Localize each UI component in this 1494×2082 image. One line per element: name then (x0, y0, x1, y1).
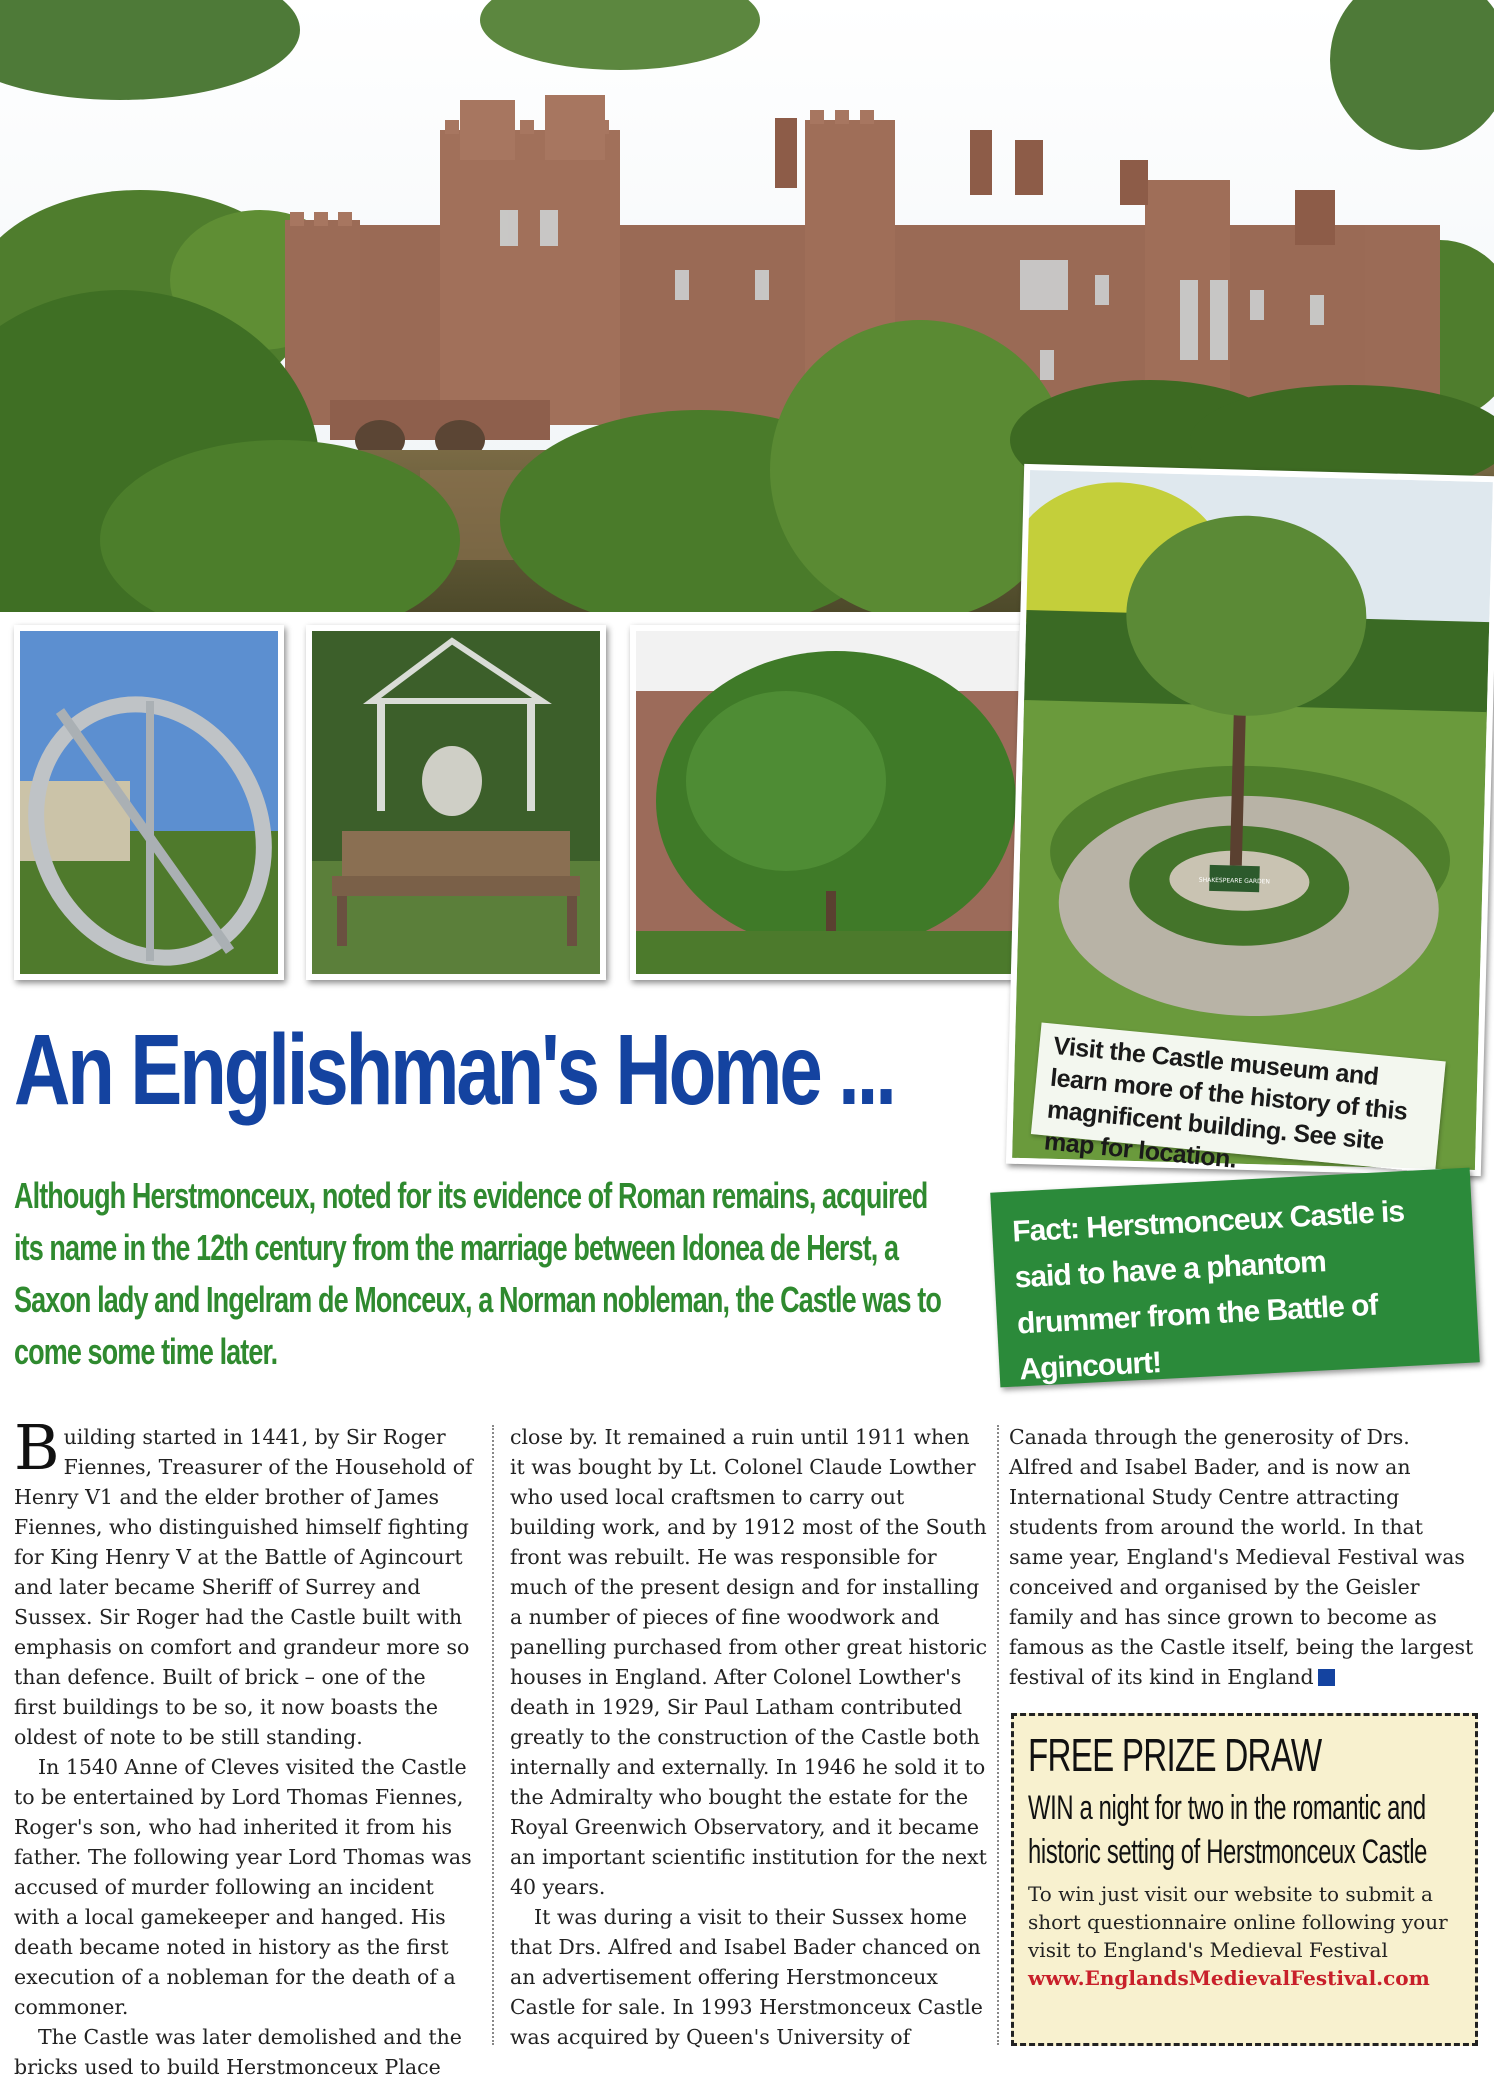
column-divider (492, 1425, 494, 2045)
prize-subtitle: WIN a night for two in the romantic and historic setting of Herstmonceux Castle (1028, 1789, 1428, 1871)
column-divider (997, 1425, 999, 2045)
garden-sign-text: SHAKESPEARE GARDEN (1198, 876, 1271, 886)
paragraph: The Castle was later demolished and the bricks used to build Herstmonceux Place (14, 2025, 462, 2079)
article-column-2 (510, 1422, 988, 2052)
intro-paragraph (14, 1170, 974, 1378)
paragraph: close by. It remained a ruin until 1911 when it was bought by Lt. Colonel Claude Lowther who used local craftsmen to carry out building work, and by 1912 most of the South front was rebuilt. He was responsible for much of the present design and for installing a number of pieces of fine woodwork and panelling purchased from other great historic houses in England. After Colonel Lowther's death in 1929, Sir Paul Latham contributed greatly to the construction of the Castle both internally and externally. In 1946 he sold it to the Admiralty who bought the estate for the Royal Greenwich Observatory, and it became an important scientific institution for the next 40 years. (510, 1425, 988, 1899)
article-column-3 (1009, 1422, 1479, 1692)
headline: An Englishman's Home ... (14, 1014, 894, 1126)
espalier-tree-photo (630, 625, 1025, 980)
paragraph: uilding started in 1441, by Sir Roger Fiennes, Treasurer of the Household of Henry V1 and the elder brother of James Fiennes, who distinguished himself fighting for King Henry V at the Battle of Agincourt and later became Sheriff of Surrey and Sussex. Sir Roger had the Castle built with emphasis on comfort and grandeur more so than defence. Built of brick – one of the first buildings to be so, it now boasts the oldest of note to be still standing. (14, 1425, 473, 1749)
intro-text: Although Herstmonceux, noted for its evidence of Roman remains, acquired its name in the 12th century from the marriage between Idonea de Herst, a Saxon lady and Ingelram de Monceux, a Norman nobleman, the Castle was to come some time later. (14, 1175, 941, 1372)
prize-text: To win just visit our website to submit a short questionnaire online following your visit to England's Medieval Festival (1028, 1882, 1448, 1962)
article-column-1 (14, 1411, 474, 2082)
fact-text: Fact: Herstmonceux Castle is said to have a phantom drummer from the Battle of Agincourt! (1011, 1195, 1405, 1387)
paragraph: Canada through the generosity of Drs. Alfred and Isabel Bader, and is now an International Study Centre attracting students from around the world. In that same year, England's Medieval Festival was conceived and organised by the Geisler family and has since grown to become as famous as the Castle itself, being the largest festival of its kind in England (1009, 1425, 1474, 1689)
bench-photo (306, 625, 606, 980)
end-mark-icon (1318, 1669, 1335, 1686)
paragraph: In 1540 Anne of Cleves visited the Castle to be entertained by Lord Thomas Fiennes, Roger's son, who had inherited it from his father. The following year Lord Thomas was accused of murder following an incident with a local gamekeeper and hanged. His death became noted in history as the first execution of a nobleman for the death of a commoner. (14, 1755, 472, 2019)
festival-website-link[interactable]: www.EnglandsMedievalFestival.com (1028, 1966, 1430, 1990)
prize-draw-box (1011, 1713, 1478, 2046)
knot-garden-photo (1006, 464, 1494, 1176)
sundial-photo (14, 625, 284, 980)
drop-cap: B (14, 1411, 60, 1484)
paragraph: It was during a visit to their Sussex home that Drs. Alfred and Isabel Bader chanced on an advertisement offering Herstmonceux Castle for sale. In 1993 Herstmonceux Castle was acquired by Queen's University of (510, 1905, 983, 2049)
prize-title: FREE PRIZE DRAW (1028, 1729, 1322, 1781)
fact-box (990, 1168, 1480, 1388)
photo-caption: Visit the Castle museum and learn more of the history of this magnificent building. See site map for location. (1031, 1023, 1446, 1173)
